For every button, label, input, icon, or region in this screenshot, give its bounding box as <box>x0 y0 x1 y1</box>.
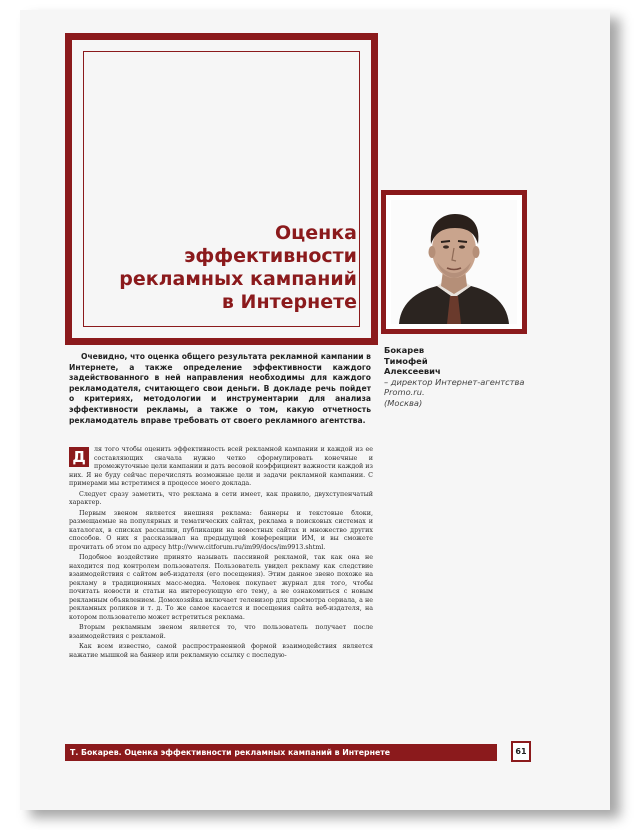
body-paragraph: Вторым рекламным звеном является то, что пользователь получает после взаимодействия с рекламой. <box>69 624 373 640</box>
author-first-name: Тимофей <box>384 355 428 366</box>
running-footer: Т. Бокарев. Оценка эффективности рекламных кампаний в Интернете <box>65 744 497 761</box>
author-photo-frame <box>381 190 527 334</box>
author-caption <box>384 345 534 408</box>
drop-cap: Д <box>69 447 89 467</box>
body-paragraph-text: ля того чтобы оценить эффективность всей рекламной кампании и каждой из ее составляющих сначала нужно четко сформулировать конечные и промежуточные цели кампании и дать весовой коэффициент важности каждой из них. Я не буду сейчас перечислять возможные цели и задачи рекламной кампании. С примерами мы встретимся в процессе моего доклада. <box>69 446 373 487</box>
author-city: (Москва) <box>384 397 423 408</box>
title-line: Оценка <box>275 222 357 244</box>
lead-paragraph: Очевидно, что оценка общего результата рекламной кампании в Интернете, а также определение эффективности каждого задействованного в ней направления необходимы для каждого рекламодателя, считающего свои деньги. В докладе речь пойдет о критериях, методологии и инструментарии для анализа эффективности рекламы, а также о том, какую отчетность рекламодатель вправе требовать от своего рекламного агентства. <box>69 352 371 425</box>
body-paragraph <box>69 446 373 489</box>
author-surname: Бокарев <box>384 345 425 355</box>
title-line: в Интернете <box>221 291 357 313</box>
title-line: рекламных кампаний <box>119 268 357 290</box>
title-line: эффективности <box>184 245 357 267</box>
author-role: – директор Интернет-агентства <box>384 376 525 387</box>
body-paragraph: Подобное воздействие принято называть пассивной рекламой, так как она не находится под контролем пользователя. Пользователь увидел рекламу как следствие взаимодействия с сайтом веб-издателя (его посещения). Этим данное звено похоже на рекламу в традиционных масс-медиа. Человек покупает журнал для того, чтобы почитать новости и статьи на интересующую его тему, а не ознакомиться с новым рекламным объявлением. Домохозяйка включает телевизор для просмотра сериала, а не рекламных роликов и т. д. То же самое касается и посещения сайта веб-издателя, на котором пользователю может встретиться реклама. <box>69 554 373 621</box>
body-paragraph: Следует сразу заметить, что реклама в сети имеет, как правило, двухступенчатый характер. <box>69 490 373 506</box>
author-company: Promo.ru. <box>384 387 425 397</box>
author-portrait-image <box>391 200 517 324</box>
author-patronymic: Алексеевич <box>384 366 441 376</box>
article-body <box>69 446 373 662</box>
page-number: 61 <box>511 741 531 762</box>
article-title <box>97 222 357 314</box>
body-paragraph: Первым звеном является внешняя реклама: баннеры и текстовые блоки, размещаемые на популярных и тематических сайтах, реклама в поисковых системах и каталогах, в списках рассылки, публикации на новостных сайтах и множество других способов. О них я рассказывал на предыдущей конференции ИМ, и вы сможете прочитать об этом по адресу http://www.citforum.ru/im99/docs/im9913.shtml. <box>69 509 373 551</box>
title-frame <box>65 33 378 345</box>
body-paragraph: Как всем известно, самой распространенной формой взаимодействия является нажатие мышкой на баннер или рекламную ссылку с последую- <box>69 643 373 659</box>
author-photo <box>391 200 517 324</box>
